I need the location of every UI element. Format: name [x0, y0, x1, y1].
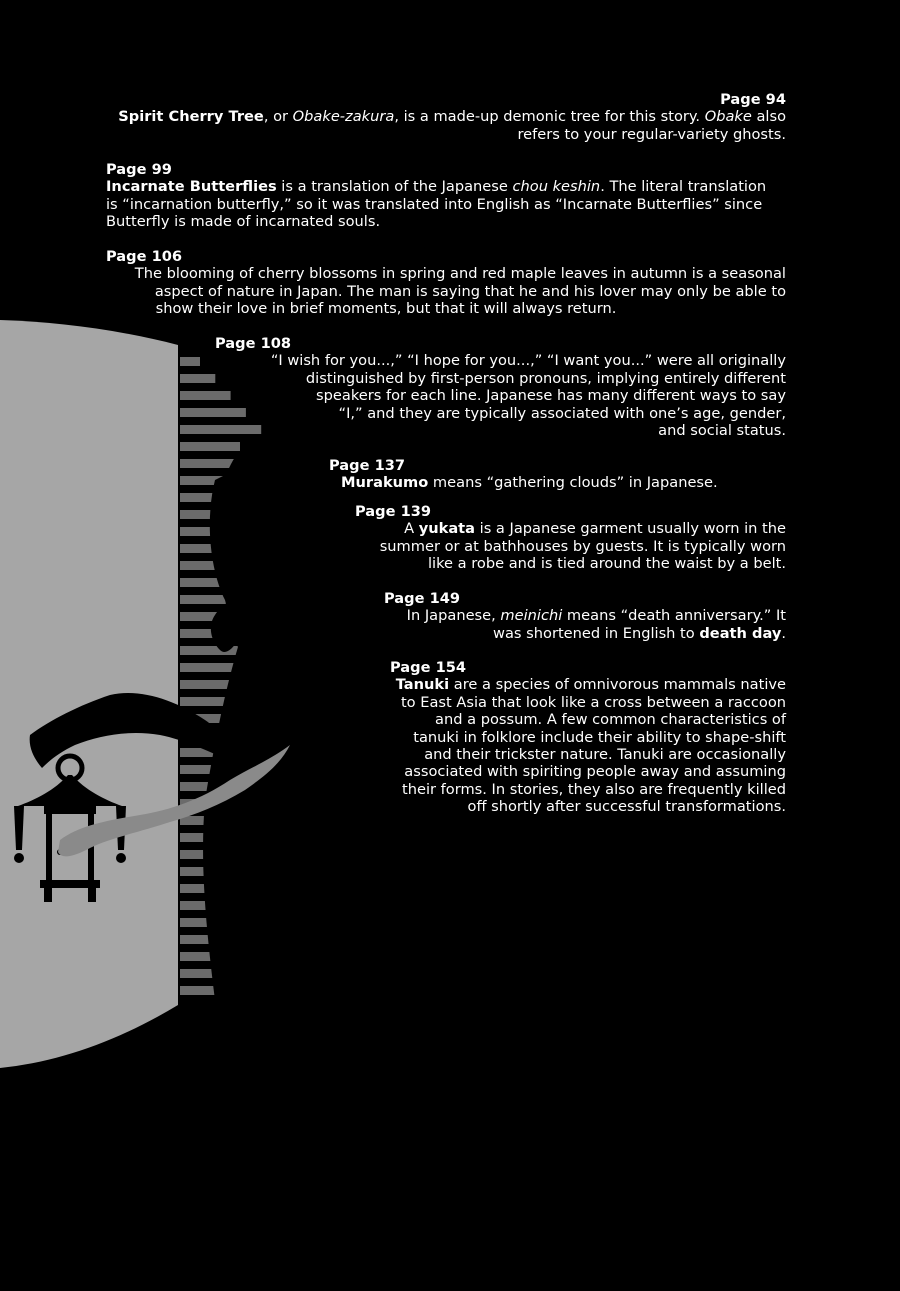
note-body: [106, 108, 786, 143]
window-slat: [180, 663, 240, 672]
note-line: [329, 474, 786, 491]
text-run: .: [781, 624, 786, 642]
note-line: [384, 607, 786, 624]
note-line: [106, 178, 786, 195]
note-line: [390, 763, 786, 780]
italic-term: chou keshin: [512, 178, 601, 196]
text-run: their forms. In stories, they also are frequently killed: [402, 780, 786, 798]
note-heading: Page 149: [384, 590, 461, 607]
text-run: show their love in brief moments, but that it will always return.: [155, 300, 617, 318]
note-page-139: [355, 503, 786, 573]
text-run: is “incarnation butterfly,” so it was translated into English as “Incarnate Butterflies” since: [106, 195, 763, 213]
bold-term: Murakumo: [341, 474, 429, 492]
text-run: and their trickster nature. Tanuki are occasionally: [424, 746, 786, 764]
note-line: [106, 213, 786, 230]
text-run: The blooming of cherry blossoms in spring and red maple leaves in autumn is a seasonal: [134, 265, 786, 283]
note-body: [215, 352, 786, 439]
text-run: also: [751, 108, 786, 126]
note-line: [390, 694, 786, 711]
note-heading: Page 108: [215, 335, 292, 352]
italic-term: Obake-zakura: [292, 108, 395, 126]
italic-term: meinichi: [500, 607, 563, 625]
note-body: [355, 520, 786, 572]
note-line: [390, 711, 786, 728]
note-heading: Page 99: [106, 161, 172, 178]
bold-term: Incarnate Butterflies: [106, 178, 277, 196]
note-page-94: [106, 91, 786, 143]
bold-term: Spirit Cherry Tree: [118, 108, 264, 126]
text-run: , is a made-up demonic tree for this story.: [394, 108, 705, 126]
note-page-106: [106, 248, 786, 318]
note-line: [215, 370, 786, 387]
note-body: [329, 474, 786, 491]
text-run: like a robe and is tied around the waist by a belt.: [428, 555, 786, 573]
window-slat: [180, 357, 200, 366]
note-line: [106, 300, 786, 317]
text-run: means “gathering clouds” in Japanese.: [428, 474, 718, 492]
text-run: and social status.: [658, 422, 786, 440]
note-body: [390, 676, 786, 815]
note-line: [390, 781, 786, 798]
text-run: “I,” and they are typically associated with one’s age, gender,: [338, 404, 786, 422]
text-run: to East Asia that look like a cross between a raccoon: [400, 693, 786, 711]
note-line: [215, 352, 786, 369]
text-run: are a species of omnivorous mammals native: [449, 676, 786, 694]
note-line: [106, 265, 786, 282]
note-heading: Page 137: [329, 457, 406, 474]
text-run: associated with spiriting people away and assuming: [404, 763, 786, 781]
note-line: [215, 422, 786, 439]
text-run: aspect of nature in Japan. The man is saying that he and his lover may only be able to: [154, 282, 786, 300]
note-heading: Page 139: [355, 503, 432, 520]
note-line: [355, 538, 786, 555]
text-run: refers to your regular-variety ghosts.: [517, 125, 786, 143]
note-page-137: [329, 457, 786, 492]
note-line: [106, 283, 786, 300]
note-line: [390, 746, 786, 763]
note-line: [355, 555, 786, 572]
text-run: was shortened in English to: [493, 624, 700, 642]
bold-term: yukata: [418, 520, 475, 538]
note-page-154: [390, 659, 786, 816]
text-run: means “death anniversary.” It: [562, 607, 786, 625]
text-run: In Japanese,: [406, 607, 501, 625]
note-page-108: [215, 335, 786, 439]
text-run: . The literal translation: [600, 178, 767, 196]
note-heading: Page 106: [106, 248, 183, 265]
note-page-99: [106, 161, 786, 231]
text-run: off shortly after successful transformations.: [467, 798, 786, 816]
note-heading: Page 154: [390, 659, 467, 676]
note-body: [384, 607, 786, 642]
note-line: [106, 126, 786, 143]
italic-term: Obake: [704, 108, 752, 126]
note-line: [355, 520, 786, 537]
note-line: [215, 405, 786, 422]
window-slat: [180, 442, 240, 451]
note-line: [390, 676, 786, 693]
text-run: , or: [263, 108, 293, 126]
text-run: is a translation of the Japanese: [276, 178, 513, 196]
text-run: tanuki in folklore include their ability to shape-shift: [413, 728, 786, 746]
note-body: [106, 178, 786, 230]
note-line: [106, 196, 786, 213]
bold-term: Tanuki: [395, 676, 450, 694]
text-run: summer or at bathhouses by guests. It is typically worn: [379, 537, 786, 555]
text-run: speakers for each line. Japanese has many different ways to say: [316, 387, 786, 405]
note-line: [390, 798, 786, 815]
note-page-149: [384, 590, 786, 642]
note-line: [106, 108, 786, 125]
text-run: “I wish for you...,” “I hope for you...,” “I want you...” were all originally: [270, 352, 786, 370]
note-body: [106, 265, 786, 317]
bold-term: death day: [699, 624, 782, 642]
note-line: [215, 387, 786, 404]
text-run: A: [404, 520, 419, 538]
text-run: distinguished by first-person pronouns, implying entirely different: [305, 369, 786, 387]
text-run: and a possum. A few common characteristics of: [435, 711, 786, 729]
note-line: [390, 729, 786, 746]
moon-shape: [0, 320, 178, 1068]
text-run: is a Japanese garment usually worn in the: [475, 520, 786, 538]
note-heading: Page 94: [720, 91, 786, 108]
window-slat: [180, 374, 215, 383]
note-line: [384, 625, 786, 642]
text-run: Butterfly is made of incarnated souls.: [106, 213, 381, 231]
